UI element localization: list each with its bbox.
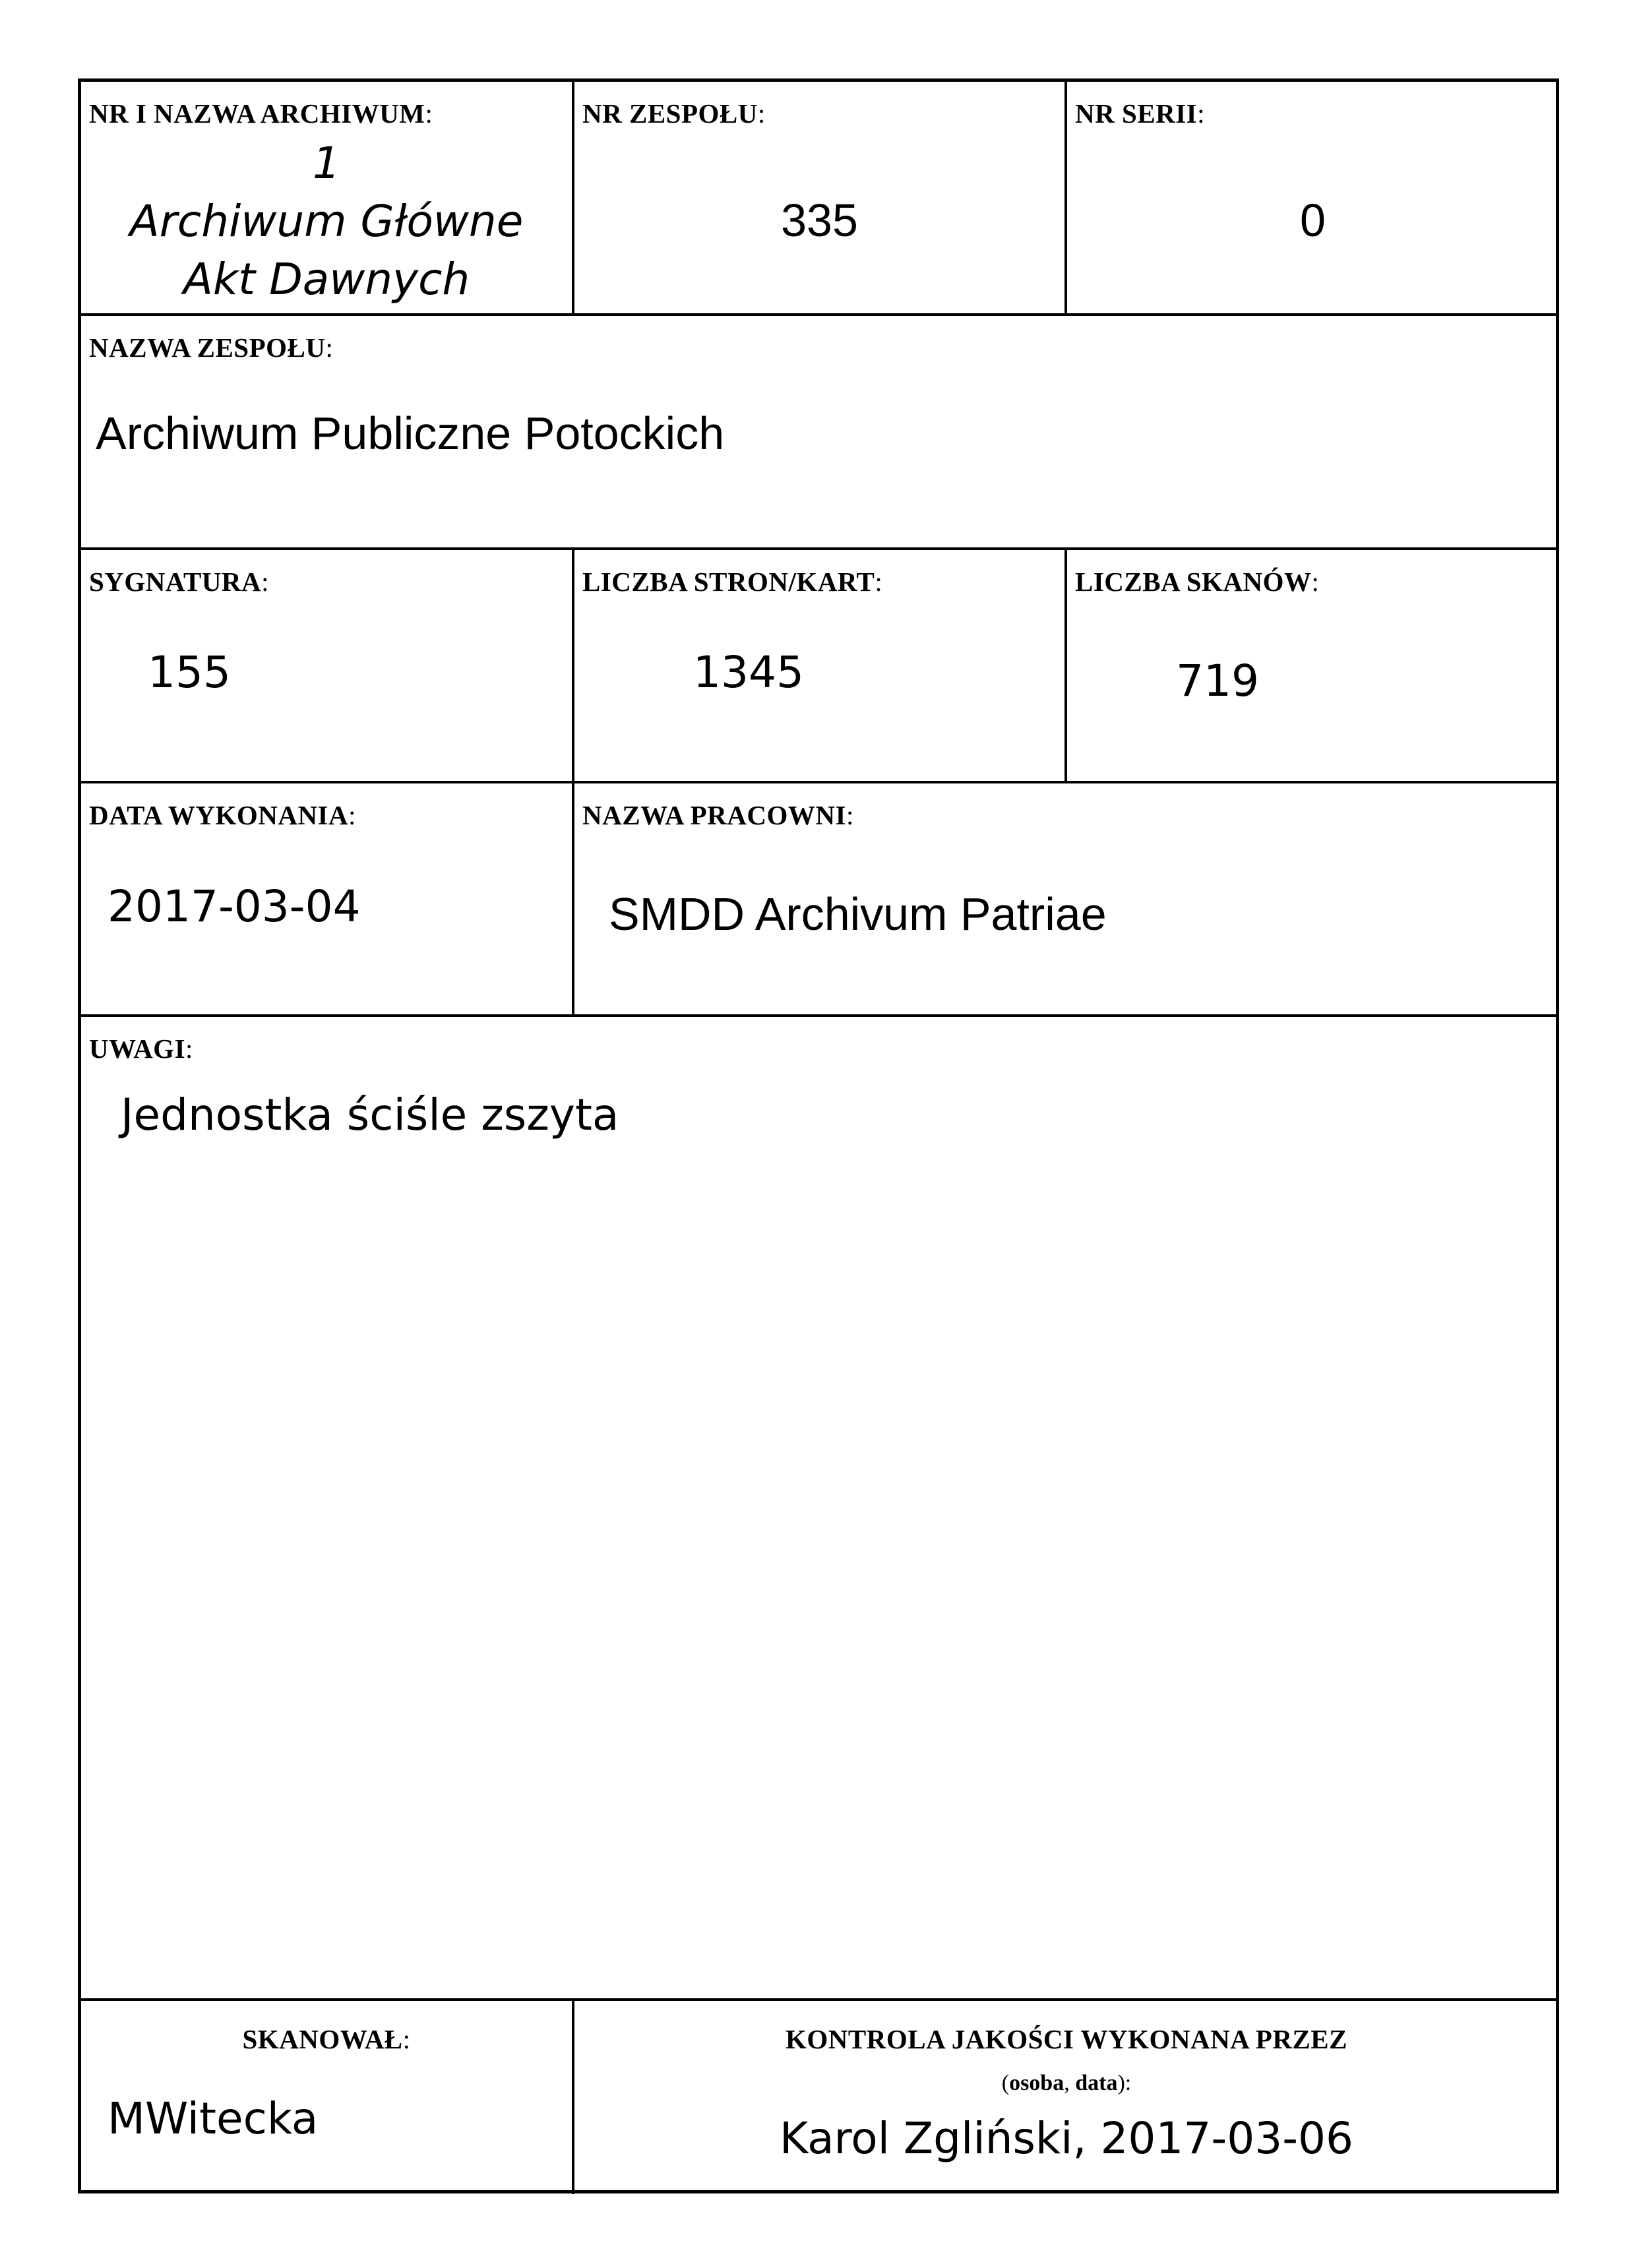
label-colon: : xyxy=(325,332,334,363)
archive-label-text: NR I NAZWA ARCHIWUM xyxy=(89,98,425,129)
workshop-label-text: NAZWA PRACOWNI xyxy=(582,800,846,830)
pages-count-label-text: LICZBA STRON/KART xyxy=(582,567,875,597)
workshop-cell xyxy=(574,783,1558,1014)
pages-count-cell xyxy=(574,550,1064,781)
date-label-text: DATA WYKONANIA xyxy=(89,800,349,830)
label-colon: : xyxy=(402,2024,411,2054)
workshop-value: SMDD Archivum Patriae xyxy=(609,888,1107,940)
signature-value: 155 xyxy=(148,647,231,698)
paren-open: ( xyxy=(1001,2071,1010,2095)
scans-count-value: 719 xyxy=(1176,656,1259,706)
pages-count-label xyxy=(582,566,882,598)
archive-number: 1 xyxy=(313,138,340,189)
scanned-by-value: MWitecka xyxy=(108,2093,319,2144)
notes-label-text: UWAGI xyxy=(89,1033,186,1064)
scanned-by-cell xyxy=(81,2001,572,2194)
scanned-by-label xyxy=(81,2023,572,2055)
date-value: 2017-03-04 xyxy=(108,881,361,932)
fonds-number-value: 335 xyxy=(781,195,858,246)
label-colon: : xyxy=(1311,567,1320,597)
date-cell xyxy=(81,783,572,1014)
notes-value: Jednostka ściśle zszyta xyxy=(121,1089,619,1140)
notes-label xyxy=(89,1033,193,1064)
series-number-label-text: NR SERII xyxy=(1075,98,1198,129)
archive-name-line1: Archiwum Główne xyxy=(129,196,524,247)
quality-control-value: Karol Zgliński, 2017-03-06 xyxy=(779,2113,1354,2164)
notes-cell xyxy=(81,1017,1558,1998)
signature-label xyxy=(89,566,269,598)
series-number-value: 0 xyxy=(1300,195,1326,246)
sublabel-person: osoba xyxy=(1009,2071,1064,2095)
fonds-name-label-text: NAZWA ZESPOŁU xyxy=(89,332,326,363)
pages-count-value: 1345 xyxy=(693,647,804,698)
fonds-name-label xyxy=(89,332,333,363)
signature-cell xyxy=(81,550,572,781)
fonds-number-cell xyxy=(574,82,1064,313)
label-colon: : xyxy=(757,98,766,129)
label-colon: : xyxy=(1197,98,1206,129)
label-colon: : xyxy=(185,1033,193,1064)
label-colon: : xyxy=(425,98,433,129)
quality-control-label: KONTROLA JAKOŚCI WYKONANA PRZEZ xyxy=(786,2024,1347,2054)
workshop-label xyxy=(582,799,854,831)
fonds-number-label-text: NR ZESPOŁU xyxy=(582,98,758,129)
scanned-by-label-text: SKANOWAŁ xyxy=(242,2024,403,2054)
scans-count-cell xyxy=(1067,550,1558,781)
sublabel-date: data xyxy=(1075,2071,1118,2095)
quality-control-sublabel xyxy=(574,2071,1558,2096)
label-colon: : xyxy=(875,567,883,597)
paren-close: ): xyxy=(1117,2071,1132,2095)
date-label xyxy=(89,799,356,831)
fonds-name-cell xyxy=(81,316,1558,547)
label-colon: : xyxy=(261,567,270,597)
signature-label-text: SYGNATURA xyxy=(89,567,262,597)
series-number-cell xyxy=(1067,82,1558,313)
archive-cell xyxy=(81,82,572,313)
archive-label xyxy=(89,98,433,129)
archive-name-line2: Akt Dawnych xyxy=(183,254,470,305)
scans-count-label xyxy=(1075,566,1319,598)
quality-control-cell xyxy=(574,2001,1558,2194)
fonds-name-value: Archiwum Publiczne Potockich xyxy=(96,408,725,459)
sublabel-separator: , xyxy=(1064,2071,1076,2095)
fonds-number-label xyxy=(582,98,766,129)
label-colon: : xyxy=(846,800,854,830)
series-number-label xyxy=(1075,98,1205,129)
metrics-form xyxy=(78,78,1559,2193)
label-colon: : xyxy=(348,800,357,830)
scans-count-label-text: LICZBA SKANÓW xyxy=(1075,567,1312,597)
